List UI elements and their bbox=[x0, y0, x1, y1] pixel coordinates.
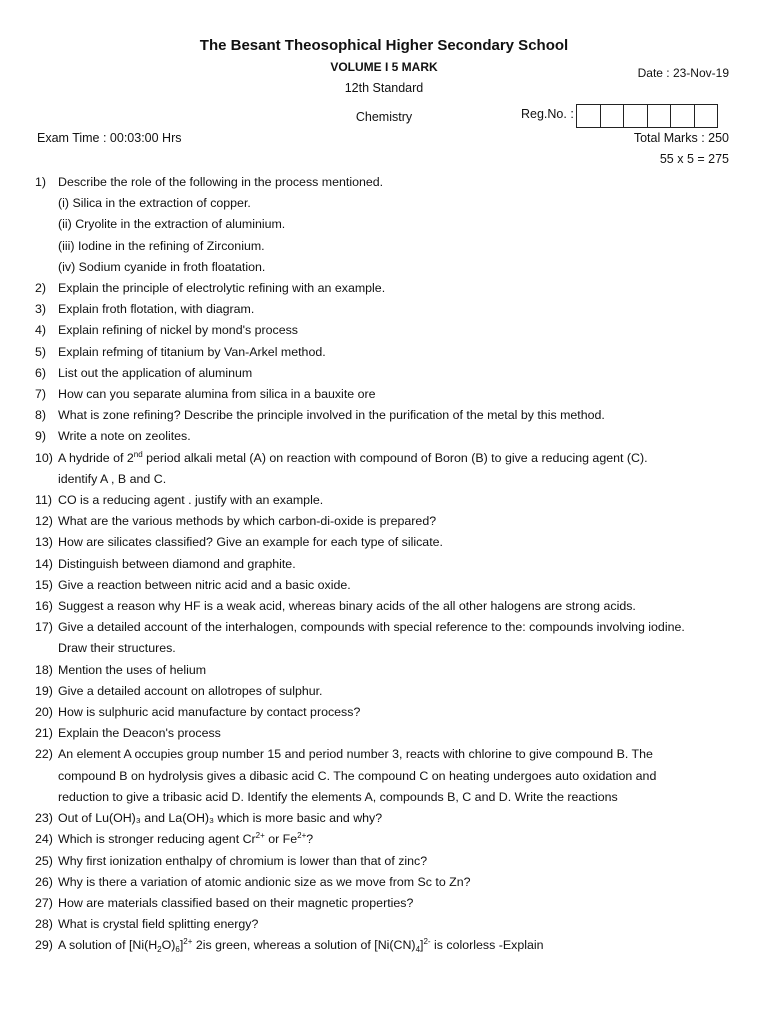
school-name: The Besant Theosophical Higher Secondary School bbox=[199, 37, 569, 54]
question-item bbox=[35, 405, 730, 426]
question-item bbox=[35, 829, 730, 850]
question-text: What is crystal field splitting energy? bbox=[58, 917, 259, 932]
reg-no-box[interactable] bbox=[647, 104, 672, 128]
question-number: 28) bbox=[35, 917, 53, 932]
question-number: 4) bbox=[35, 323, 47, 338]
question-item bbox=[35, 320, 730, 341]
question-number: 16) bbox=[35, 599, 53, 614]
reg-no-box[interactable] bbox=[600, 104, 625, 128]
question-text: List out the application of aluminum bbox=[58, 365, 253, 380]
question-item bbox=[35, 278, 730, 299]
question-number: 20) bbox=[35, 705, 53, 720]
question-number: 6) bbox=[35, 365, 47, 380]
question-item bbox=[35, 363, 730, 384]
question-subpart: (i) Silica in the extraction of copper. bbox=[58, 196, 251, 211]
question-text: An element A occupies group number 15 and period number 3, reacts with chlorine to give compound B. The bbox=[58, 747, 653, 762]
question-item bbox=[35, 851, 730, 872]
marks-calculation: 55 x 5 = 275 bbox=[659, 152, 729, 166]
question-item bbox=[35, 744, 730, 808]
reg-no-box[interactable] bbox=[576, 104, 601, 128]
question-number: 24) bbox=[35, 832, 53, 847]
question-number: 11) bbox=[35, 493, 52, 508]
question-number: 14) bbox=[35, 556, 53, 571]
question-text-continued: identify A , B and C. bbox=[58, 471, 167, 486]
question-item bbox=[35, 617, 730, 659]
question-item bbox=[35, 893, 730, 914]
question-text-continued: compound B on hydrolysis gives a dibasic acid C. The compound C on heating undergoes auto oxidation and bbox=[58, 768, 657, 783]
question-item bbox=[35, 554, 730, 575]
total-marks: Total Marks : 250 bbox=[633, 131, 729, 145]
question-number: 8) bbox=[35, 408, 47, 423]
question-number: 1) bbox=[35, 175, 47, 189]
question-text: How is sulphuric acid manufacture by contact process? bbox=[58, 705, 361, 720]
question-number: 9) bbox=[35, 429, 47, 444]
question-text-continued: Draw their structures. bbox=[58, 641, 176, 656]
question-text: How are silicates classified? Give an example for each type of silicate. bbox=[58, 535, 443, 550]
question-item bbox=[35, 660, 730, 681]
question-item bbox=[35, 172, 730, 278]
question-number: 2) bbox=[35, 281, 47, 296]
question-item bbox=[35, 299, 730, 320]
question-text: Distinguish between diamond and graphite. bbox=[58, 556, 296, 571]
question-number: 3) bbox=[35, 302, 47, 317]
question-text: Write a note on zeolites. bbox=[58, 429, 191, 444]
question-item bbox=[35, 808, 730, 829]
question-number: 22) bbox=[35, 747, 53, 762]
question-text: Explain froth flotation, with diagram. bbox=[58, 302, 255, 317]
question-number: 19) bbox=[35, 683, 53, 698]
question-number: 25) bbox=[35, 853, 53, 868]
reg-no-box[interactable] bbox=[623, 104, 648, 128]
question-item bbox=[35, 342, 730, 363]
question-number: 12) bbox=[35, 514, 53, 529]
question-number: 17) bbox=[35, 620, 53, 635]
question-subpart: (iv) Sodium cyanide in froth floatation. bbox=[58, 259, 266, 274]
question-item bbox=[35, 596, 730, 617]
question-number: 27) bbox=[35, 895, 53, 910]
question-text: What is zone refining? Describe the principle involved in the purification of the metal by this method. bbox=[58, 408, 605, 423]
question-text: Why first ionization enthalpy of chromium is lower than that of zinc? bbox=[58, 853, 428, 868]
question-subpart: (iii) Iodine in the refining of Zirconium. bbox=[58, 238, 265, 253]
question-subpart: (ii) Cryolite in the extraction of aluminium. bbox=[58, 217, 286, 232]
question-item bbox=[35, 448, 730, 490]
question-number: 18) bbox=[35, 662, 53, 677]
question-item bbox=[35, 575, 730, 596]
reg-no-boxes[interactable] bbox=[576, 104, 718, 128]
question-item bbox=[35, 532, 730, 553]
question-number: 29) bbox=[35, 938, 53, 953]
question-item bbox=[35, 511, 730, 532]
question-text: Suggest a reason why HF is a weak acid, whereas binary acids of the all other halogens are strong acids. bbox=[58, 599, 636, 614]
question-number: 21) bbox=[35, 726, 53, 741]
question-text: Mention the uses of helium bbox=[58, 662, 207, 677]
question-text: Give a detailed account of the interhalogen, compounds with special reference to the: compounds involving iodine. bbox=[58, 620, 685, 635]
question-item bbox=[35, 914, 730, 935]
question-number: 23) bbox=[35, 811, 53, 826]
exam-volume: VOLUME I 5 MARK bbox=[330, 60, 438, 74]
question-text: Give a reaction between nitric acid and a basic oxide. bbox=[58, 577, 351, 592]
question-number: 26) bbox=[35, 874, 53, 889]
question-list bbox=[0, 172, 768, 957]
question-text: Explain the Deacon's process bbox=[58, 726, 221, 741]
standard-label: 12th Standard bbox=[344, 81, 424, 95]
question-text: What are the various methods by which carbon-di-oxide is prepared? bbox=[58, 514, 437, 529]
question-text: Give a detailed account on allotropes of sulphur. bbox=[58, 683, 323, 698]
question-item bbox=[35, 723, 730, 744]
question-item bbox=[35, 426, 730, 447]
question-item bbox=[35, 384, 730, 405]
question-text: Explain refming of titanium by Van-Arkel method. bbox=[58, 344, 326, 359]
question-text: How are materials classified based on their magnetic properties? bbox=[58, 895, 414, 910]
question-text: Explain refining of nickel by mond's process bbox=[58, 323, 298, 338]
question-text: Explain the principle of electrolytic refining with an example. bbox=[58, 281, 386, 296]
reg-no-label: Reg.No. : bbox=[521, 107, 574, 121]
question-number: 15) bbox=[35, 577, 53, 592]
question-text: Describe the role of the following in the process mentioned. bbox=[58, 175, 384, 189]
reg-no-box[interactable] bbox=[670, 104, 695, 128]
question-text: A hydride of 2nd period alkali metal (A) on reaction with compound of Boron (B) to give a reducing agent (C). bbox=[58, 449, 648, 465]
question-text: Which is stronger reducing agent $Cr^{2+}$ or $Fe^{2+}$? bbox=[58, 831, 314, 847]
question-text: Out of Lu(OH)₃ and La(OH)₃ which is more basic and why? bbox=[58, 811, 383, 826]
question-text: A solution of $[Ni(H_2O)_6]^{2+}$ 2is green, whereas a solution of $[Ni(CN)_4]^{2-}$ is colorless -Explain bbox=[58, 937, 544, 955]
exam-date: Date : 23-Nov-19 bbox=[637, 66, 729, 80]
question-text-continued: reduction to give a tribasic acid D. Identify the elements A, compounds B, C and D. Write the reactions bbox=[58, 789, 618, 804]
question-item bbox=[35, 702, 730, 723]
question-text: How can you separate alumina from silica in a bauxite ore bbox=[58, 387, 376, 402]
question-number: 10) bbox=[35, 450, 53, 465]
exam-time: Exam Time : 00:03:00 Hrs bbox=[37, 131, 182, 145]
question-number: 7) bbox=[35, 387, 47, 402]
question-item bbox=[35, 935, 730, 956]
question-item bbox=[35, 490, 730, 511]
reg-no-box[interactable] bbox=[694, 104, 719, 128]
question-item bbox=[35, 872, 730, 893]
question-item bbox=[35, 681, 730, 702]
question-number: 5) bbox=[35, 344, 47, 359]
subject-label: Chemistry bbox=[355, 110, 413, 124]
question-text: CO is a reducing agent . justify with an example. bbox=[58, 493, 324, 508]
question-text: Why is there a variation of atomic andionic size as we move from Sc to Zn? bbox=[58, 874, 471, 889]
question-number: 13) bbox=[35, 535, 53, 550]
